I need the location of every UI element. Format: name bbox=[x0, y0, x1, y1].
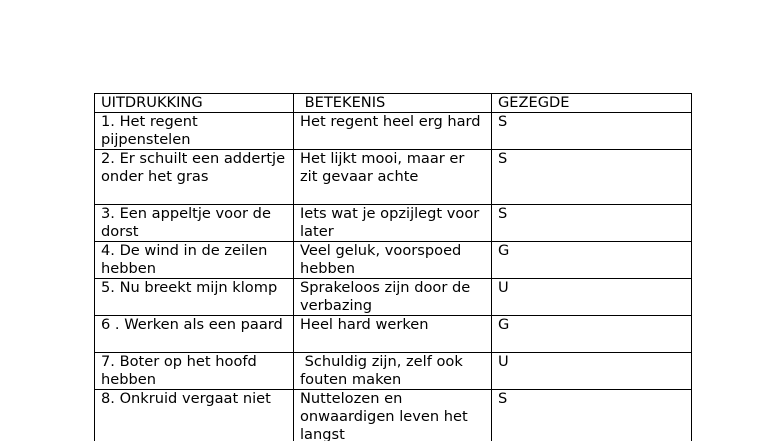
cell-uitdrukking bbox=[95, 242, 294, 279]
cell-betekenis bbox=[294, 353, 492, 390]
cell-text: G bbox=[498, 242, 510, 259]
cell-text: S bbox=[498, 205, 508, 222]
cell-betekenis bbox=[294, 113, 492, 150]
cell-gezegde bbox=[492, 390, 692, 441]
idioms-table bbox=[94, 93, 692, 441]
cell-betekenis bbox=[294, 150, 492, 205]
cell-uitdrukking bbox=[95, 316, 294, 353]
header-betekenis bbox=[294, 94, 492, 113]
cell-text: S bbox=[498, 390, 508, 407]
cell-gezegde bbox=[492, 279, 692, 316]
cell-text: S bbox=[498, 150, 508, 167]
cell-uitdrukking bbox=[95, 353, 294, 390]
table-row bbox=[95, 242, 692, 279]
cell-text: Sprakeloos zijn door de verbazing bbox=[300, 279, 475, 314]
table-row bbox=[95, 353, 692, 390]
cell-text: 4. De wind in de zeilen hebben bbox=[101, 242, 273, 277]
cell-text: 2. Er schuilt een addertje onder het gras bbox=[101, 150, 290, 185]
cell-text: 5. Nu breekt mijn klomp bbox=[101, 279, 278, 296]
cell-text: G bbox=[498, 316, 510, 333]
cell-uitdrukking bbox=[95, 150, 294, 205]
cell-uitdrukking bbox=[95, 390, 294, 441]
cell-text: Iets wat je opzijlegt voor later bbox=[300, 205, 484, 240]
cell-gezegde bbox=[492, 150, 692, 205]
cell-text: Het regent heel erg hard bbox=[300, 113, 481, 130]
cell-uitdrukking bbox=[95, 279, 294, 316]
table-row bbox=[95, 390, 692, 441]
table-row bbox=[95, 279, 692, 316]
table-row bbox=[95, 316, 692, 353]
cell-text: U bbox=[498, 353, 509, 370]
header-gezegde bbox=[492, 94, 692, 113]
header-uitdrukking bbox=[95, 94, 294, 113]
cell-text: 6 . Werken als een paard bbox=[101, 316, 283, 333]
cell-text: 1. Het regent pijpenstelen bbox=[101, 113, 203, 148]
cell-betekenis bbox=[294, 390, 492, 441]
cell-betekenis bbox=[294, 316, 492, 353]
cell-gezegde bbox=[492, 316, 692, 353]
table-row bbox=[95, 113, 692, 150]
cell-text: 3. Een appeltje voor de dorst bbox=[101, 205, 276, 240]
header-label: BETEKENIS bbox=[300, 94, 386, 111]
cell-text: U bbox=[498, 279, 509, 296]
cell-text: Nuttelozen en onwaardigen leven het langst bbox=[300, 390, 473, 441]
cell-gezegde bbox=[492, 242, 692, 279]
cell-text: Schuldig zijn, zelf ook fouten maken bbox=[300, 353, 468, 388]
cell-uitdrukking bbox=[95, 113, 294, 150]
cell-text: Heel hard werken bbox=[300, 316, 429, 333]
header-label: GEZEGDE bbox=[498, 94, 570, 111]
cell-text: 7. Boter op het hoofd hebben bbox=[101, 353, 262, 388]
table-row bbox=[95, 205, 692, 242]
cell-text: Veel geluk, voorspoed hebben bbox=[300, 242, 466, 277]
header-label: UITDRUKKING bbox=[101, 94, 203, 111]
cell-betekenis bbox=[294, 279, 492, 316]
cell-gezegde bbox=[492, 205, 692, 242]
cell-betekenis bbox=[294, 205, 492, 242]
table-header-row bbox=[95, 94, 692, 113]
cell-uitdrukking bbox=[95, 205, 294, 242]
table-row bbox=[95, 150, 692, 205]
cell-text: 8. Onkruid vergaat niet bbox=[101, 390, 271, 407]
cell-text: Het lijkt mooi, maar er zit gevaar achte bbox=[300, 150, 470, 185]
cell-gezegde bbox=[492, 113, 692, 150]
cell-text: S bbox=[498, 113, 508, 130]
cell-betekenis bbox=[294, 242, 492, 279]
cell-gezegde bbox=[492, 353, 692, 390]
